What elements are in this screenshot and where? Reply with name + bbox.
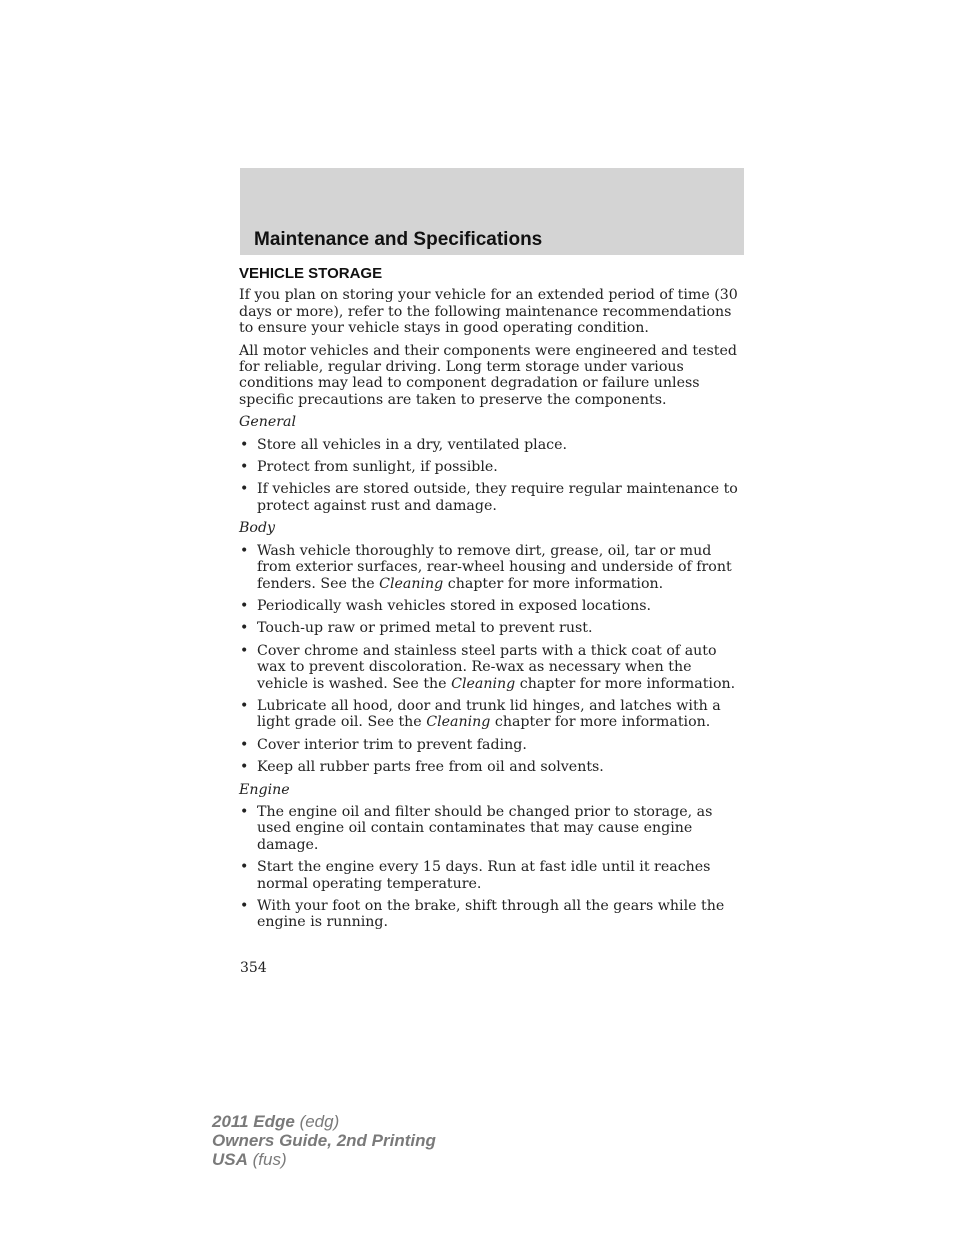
list-item <box>239 759 745 775</box>
list-item-text: With your foot on the brake, shift through all the gears while the engine is running. <box>257 898 725 931</box>
footer-line-guide <box>212 1131 436 1150</box>
list-item-text: Touch-up raw or primed metal to prevent rust. <box>257 620 593 637</box>
bullet-icon: • <box>240 759 249 776</box>
bullet-icon: • <box>240 697 249 714</box>
list-item-text: Start the engine every 15 days. Run at fast idle until it reaches normal operating temperature. <box>257 859 711 892</box>
list-item-text: Store all vehicles in a dry, ventilated place. <box>257 436 568 453</box>
subheading-engine: Engine <box>239 781 290 798</box>
intro-paragraph: All motor vehicles and their components were engineered and tested for reliable, regular driving. Long term storage under various conditions may lead to component degradation or failure unless specific precautions are taken to preserve the components. <box>239 342 737 408</box>
page-number: 354 <box>240 960 267 976</box>
footer-guide: Owners Guide, 2nd Printing <box>212 1131 436 1150</box>
bullet-icon: • <box>240 736 249 753</box>
list-item-text: Cover chrome and stainless steel parts with a thick coat of auto wax to prevent discoloration. Re-wax as necessary when the vehicle is washed. See the <box>257 642 717 692</box>
footer-line-market <box>212 1150 436 1169</box>
chapter-title: Maintenance and Specifications <box>254 229 543 250</box>
subheading-body: Body <box>239 520 276 537</box>
intro-paragraph: If you plan on storing your vehicle for an extended period of time (30 days or more), refer to the following maintenance recommendations to ensure your vehicle stays in good operating condition. <box>239 287 738 337</box>
list-item-text: Cover interior trim to prevent fading. <box>257 736 527 753</box>
list-item <box>239 859 745 892</box>
body-list <box>239 543 745 776</box>
bullet-icon: • <box>240 542 249 559</box>
engine-list <box>239 804 745 931</box>
bullet-icon: • <box>240 597 249 614</box>
list-item <box>239 737 745 753</box>
list-item <box>239 804 745 853</box>
bullet-icon: • <box>240 459 249 476</box>
cleaning-reference: Cleaning <box>426 714 491 731</box>
list-item-text: chapter for more information. <box>490 714 711 731</box>
footer-market: USA <box>212 1150 248 1169</box>
general-list <box>239 437 745 515</box>
page-content <box>239 266 745 937</box>
bullet-icon: • <box>240 436 249 453</box>
footer-line-model <box>212 1112 436 1131</box>
list-item-text: Wash vehicle thoroughly to remove dirt, grease, oil, tar or mud from exterior surfaces, rear-wheel housing and underside of front fenders. See the <box>257 542 732 592</box>
list-item <box>239 543 745 592</box>
list-item-text: Keep all rubber parts free from oil and solvents. <box>257 759 604 776</box>
footer-model: 2011 Edge <box>212 1112 295 1131</box>
list-item <box>239 437 745 453</box>
list-item-text: Lubricate all hood, door and trunk lid hinges, and latches with a light grade oil. See the <box>257 697 721 731</box>
list-item <box>239 459 745 475</box>
list-item-text: chapter for more information. <box>515 675 736 692</box>
cleaning-reference: Cleaning <box>379 575 444 592</box>
cleaning-reference: Cleaning <box>451 675 516 692</box>
list-item-text: Periodically wash vehicles stored in exposed locations. <box>257 597 652 614</box>
section-heading: VEHICLE STORAGE <box>239 265 383 282</box>
list-item <box>239 598 745 614</box>
list-item <box>239 643 745 692</box>
list-item <box>239 898 745 931</box>
bullet-icon: • <box>240 642 249 659</box>
bullet-icon: • <box>240 859 249 876</box>
bullet-icon: • <box>240 898 249 914</box>
list-item <box>239 620 745 636</box>
bullet-icon: • <box>240 803 249 820</box>
list-item-text: If vehicles are stored outside, they require regular maintenance to protect against rust and damage. <box>257 481 738 514</box>
list-item <box>239 698 745 731</box>
list-item-text: The engine oil and filter should be changed prior to storage, as used engine oil contain contaminates that may cause engine damage. <box>257 803 713 853</box>
footer-model-code: (edg) <box>294 1112 340 1131</box>
list-item-text: chapter for more information. <box>443 575 664 592</box>
section-header-band <box>240 168 744 255</box>
document-footer <box>212 1112 436 1169</box>
list-item <box>239 481 745 514</box>
bullet-icon: • <box>240 620 249 637</box>
subheading-general: General <box>239 414 297 431</box>
list-item-text: Protect from sunlight, if possible. <box>257 459 498 476</box>
bullet-icon: • <box>240 481 249 498</box>
footer-market-code: (fus) <box>247 1150 287 1169</box>
